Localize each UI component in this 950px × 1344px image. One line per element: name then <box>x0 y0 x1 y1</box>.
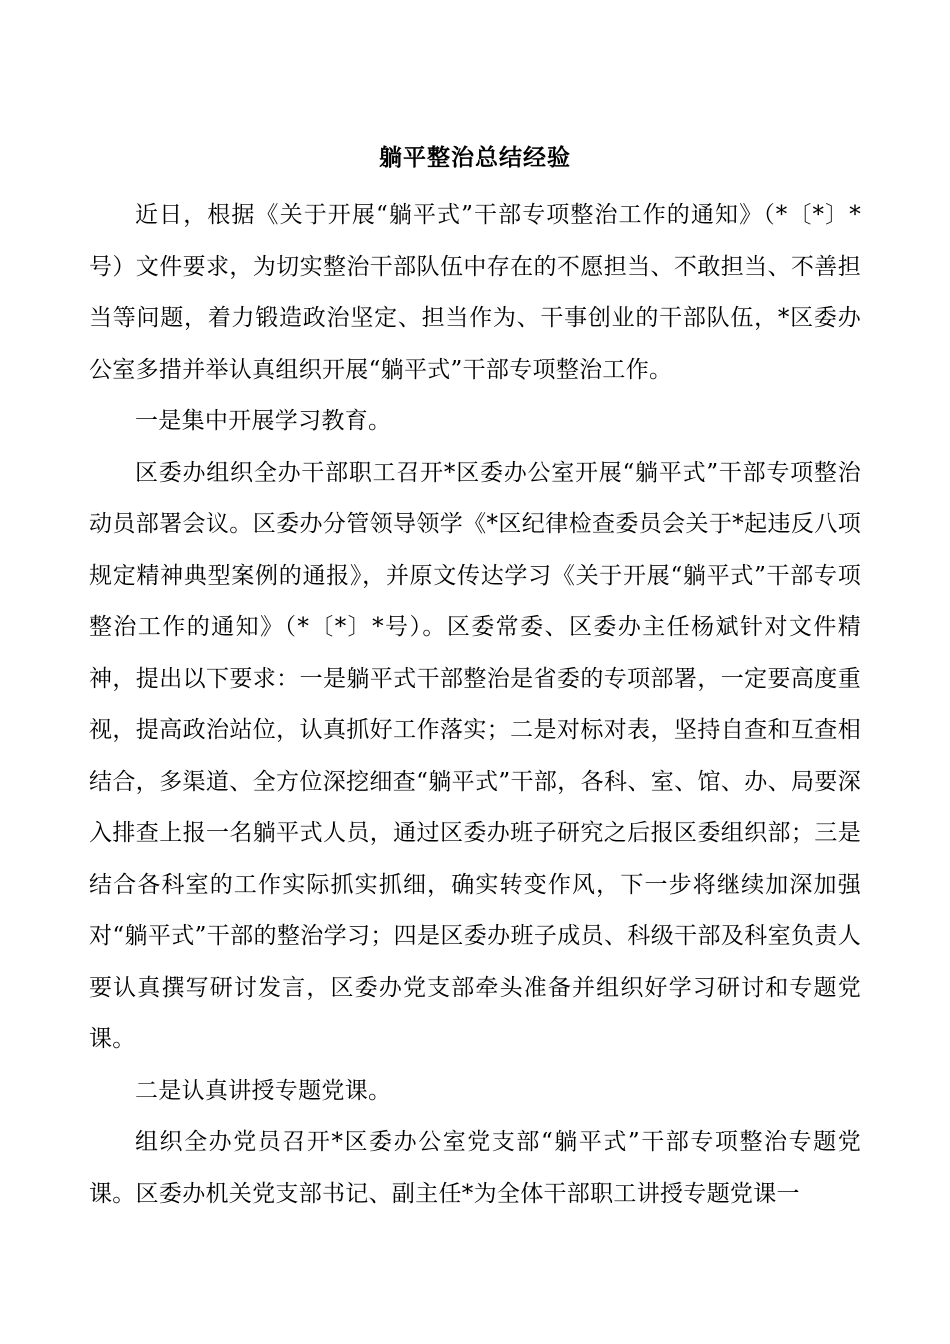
paragraph-intro: 近日，根据《关于开展“躺平式”干部专项整治工作的通知》（*〔*〕*号）文件要求，为切实整治干部队伍中存在的不愿担当、不敢担当、不善担当等问题，着力锻造政治坚定、担当作为、干事创业的干部队伍，*区委办公室多措并举认真组织开展“躺平式”干部专项整治工作。 <box>89 202 861 383</box>
document-title: 躺平整治总结经验 <box>379 144 571 171</box>
paragraph-party-lecture: 组织全办党员召开*区委办公室党支部“躺平式”干部专项整治专题党课。区委办机关党支部书记、副主任*为全体干部职工讲授专题党课一 <box>89 1129 861 1207</box>
document-body <box>89 190 861 1220</box>
paragraph-heading-1: 一是集中开展学习教育。 <box>135 408 392 434</box>
paragraph-heading-2: 二是认真讲授专题党课。 <box>135 1077 392 1104</box>
paragraph-study-education: 区委办组织全办干部职工召开*区委办公室开展“躺平式”干部专项整治动员部署会议。区委办分管领导领学《*区纪律检查委员会关于*起违反八项规定精神典型案例的通报》，并原文传达学习《关于开展“躺平式”干部专项整治工作的通知》（*〔*〕*号）。区委常委、区委办主任杨斌针对文件精神，提出以下要求：一是躺平式干部整治是省委的专项部署，一定要高度重视，提高政治站位，认真抓好工作落实；二是对标对表，坚持自查和互查相结合，多渠道、全方位深挖细查“躺平式”干部，各科、室、馆、办、局要深入排查上报一名躺平式人员，通过区委办班子研究之后报区委组织部；三是结合各科室的工作实际抓实抓细，确实转变作风，下一步将继续加深加强对“躺平式”干部的整治学习；四是区委办班子成员、科级干部及科室负责人要认真撰写研讨发言，区委办党支部牵头准备并组织好学习研讨和专题党课。 <box>89 459 861 1052</box>
